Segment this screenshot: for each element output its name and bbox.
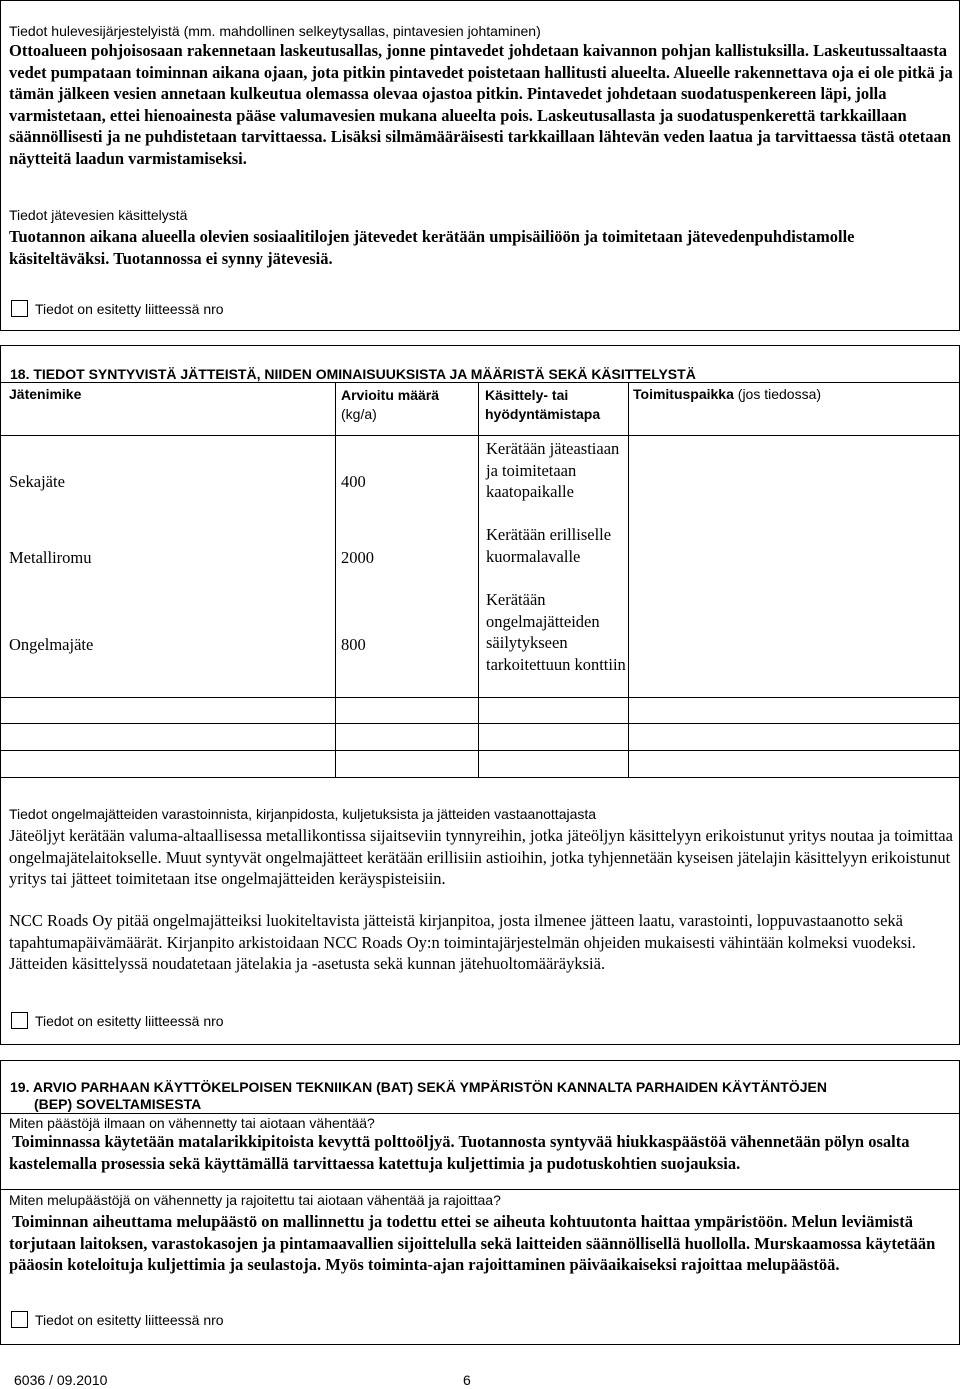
table-row-border xyxy=(0,723,960,724)
waste-handling: Kerätään jäteastiaan ja toimitetaan kaatopaikalle xyxy=(486,439,620,501)
table-col-divider xyxy=(335,382,336,777)
table-top-border xyxy=(0,382,960,383)
table-header-border xyxy=(0,435,960,436)
hazardous-waste-label: Tiedot ongelmajätteiden varastoinnista, kirjanpidosta, kuljetuksista ja jätteiden vastaanottajasta xyxy=(9,806,597,822)
waste-amount: 800 xyxy=(341,635,366,654)
attachment-checkbox-bat[interactable] xyxy=(11,1311,28,1328)
col-header-amount xyxy=(341,386,439,424)
section-18-title: 18. TIEDOT SYNTYVISTÄ JÄTTEISTÄ, NIIDEN OMINAISUUKSISTA JA MÄÄRISTÄ SEKÄ KÄSITTELYSTÄ xyxy=(10,366,696,382)
surface-water-label: Tiedot hulevesijärjestelyistä (mm. mahdollinen selkeytysallas, pintavesien johtaminen) xyxy=(9,23,541,39)
surface-water-text: Ottoalueen pohjoisosaan rakennetaan laskeutusallas, jonne pintavedet johdetaan kaivannon pohjan kallistuksilla. Laskeutussaltaasta vedet pumpataan toiminnan aikana ojaan, jota pitkin pintavedet poistetaan hallitusti alueelta. Alueelle rakennettava oja ei ole pitkä ja tämän jälkeen vesien annetaan kulkeutua olemassa olevaa ojastoa pitkin. Pintavedet johdetaan suodatuspenkereen läpi, jolla varmistetaan, ettei hienoainesta pääse valumavesien mukana alueelta pois. Laskeutusallasta ja suodatuspenkerettä tarkkaillaan säännöllisesti ja ne puhdistetaan tarvittaessa. Lisäksi silmämääräisesti tarkkaillaan lähtevän veden laatua ja tarvittaessa tästä otetaan näytteitä laadun varmistamiseksi. xyxy=(9,41,953,168)
col-header-handling-line1: Käsittely- tai xyxy=(485,387,569,403)
col-header-amount-line1: Arvioitu määrä xyxy=(341,387,440,403)
waste-handling: Kerätään erilliselle kuormalavalle xyxy=(486,525,612,566)
table-row-border xyxy=(0,697,960,698)
col-header-place xyxy=(633,386,821,402)
noise-answer: Toiminnan aiheuttama melupäästö on mallinnettu ja todettu ettei se aiheuta kohtuutonta haittaa ympäristöön. Melun leviämistä torjutaan laitoksen, varastokasojen ja pintamaavallien sijoittelulla sekä laitteiden säännöllisellä huollolla. Murskaamossa käytetään pääosin koteloituja kuljettimia ja seulastoja. Myös toiminta-ajan rajoittaminen päiväaikaiseksi rajoittaa melupäästöä. xyxy=(9,1212,936,1274)
attachment-checkbox-waste[interactable] xyxy=(11,1012,28,1029)
section-19-title-line2: (BEP) SOVELTAMISESTA xyxy=(34,1096,202,1112)
section-19-divider xyxy=(0,1189,960,1190)
hazardous-waste-text-1: Jäteöljyt kerätään valuma-altaallisessa metallikontissa sijaitseviin tynnyreihin, jotka jäteöljyn käsittelyyn erikoistunut yritys noutaa ja toimittaa ongelmajätelaitokselle. Muut syntyvät ongelmajätteet kerätään erillisiin astioihin, jotka tyhjennetään kyseisen jätelajin käsittelyyn erikoistunut yritys tai jätteet toimitetaan itse ongelmajätteiden keräyspisteisiin. xyxy=(9,826,953,888)
form-code: 6036 / 09.2010 xyxy=(14,1372,108,1388)
attachment-label-wastewater: Tiedot on esitetty liitteessä nro xyxy=(35,301,224,317)
air-emissions-question: Miten päästöjä ilmaan on vähennetty tai aiotaan vähentää? xyxy=(9,1115,375,1131)
section-19-divider xyxy=(0,1113,960,1114)
hazardous-waste-text-2: NCC Roads Oy pitää ongelmajätteiksi luokiteltavista jätteistä kirjanpitoa, josta ilmenee jätteen laatu, varastointi, loppuvastaanotto sekä tapahtumapäivämäärät. Kirjanpito arkistoidaan NCC Roads Oy:n toimintajärjestelmän ohjeiden mukaisesti vähintään kolmeksi vuodeksi. Jätteiden käsittelyssä noudatetaan jätelakia ja -asetusta sekä kunnan jätehuoltomääräyksiä. xyxy=(9,911,916,973)
attachment-label-waste: Tiedot on esitetty liitteessä nro xyxy=(35,1013,224,1029)
waste-name: Sekajäte xyxy=(9,472,65,491)
waste-name: Metalliromu xyxy=(9,548,92,567)
waste-handling: Kerätään ongelmajätteiden säilytykseen tarkoitettuun konttiin xyxy=(486,590,626,674)
col-header-place-rest: (jos tiedossa) xyxy=(733,386,822,402)
waste-name: Ongelmajäte xyxy=(9,635,94,654)
air-emissions-answer: Toiminnassa käytetään matalarikkipitoista kevyttä polttoöljyä. Tuotannosta syntyvää hiukkaspäästöä vähennetään pölyn osalta kastelemalla prosessia sekä käyttämällä tarvittaessa katettuja kuljettimia ja pudotuskohtien suojauksia. xyxy=(9,1132,910,1173)
table-col-divider xyxy=(628,382,629,777)
table-row-border xyxy=(0,750,960,751)
noise-question: Miten melupäästöjä on vähennetty ja rajoitettu tai aiotaan vähentää ja rajoittaa? xyxy=(9,1192,501,1208)
waste-amount: 400 xyxy=(341,472,366,491)
wastewater-text: Tuotannon aikana alueella olevien sosiaalitilojen jätevedet kerätään umpisäiliöön ja toimitetaan jätevedenpuhdistamolle käsiteltäväksi. Tuotannossa ei synny jätevesiä. xyxy=(9,227,855,268)
wastewater-label: Tiedot jätevesien käsittelystä xyxy=(9,207,188,223)
table-bottom-border xyxy=(0,777,960,778)
col-header-name: Jätenimike xyxy=(9,386,82,402)
col-header-handling xyxy=(485,386,600,424)
section-19-title-line1: 19. ARVIO PARHAAN KÄYTTÖKELPOISEN TEKNIIKAN (BAT) SEKÄ YMPÄRISTÖN KANNALTA PARHAIDEN KÄYTÄNTÖJEN xyxy=(10,1079,827,1095)
col-header-handling-line2: hyödyntämistapa xyxy=(485,406,601,422)
col-header-amount-line2: (kg/a) xyxy=(341,406,377,422)
attachment-checkbox-wastewater[interactable] xyxy=(11,300,28,317)
waste-amount: 2000 xyxy=(341,548,374,567)
page-number: 6 xyxy=(463,1372,471,1388)
table-col-divider xyxy=(478,382,479,777)
col-header-place-bold: Toimituspaikka xyxy=(633,386,734,402)
attachment-label-bat: Tiedot on esitetty liitteessä nro xyxy=(35,1312,224,1328)
